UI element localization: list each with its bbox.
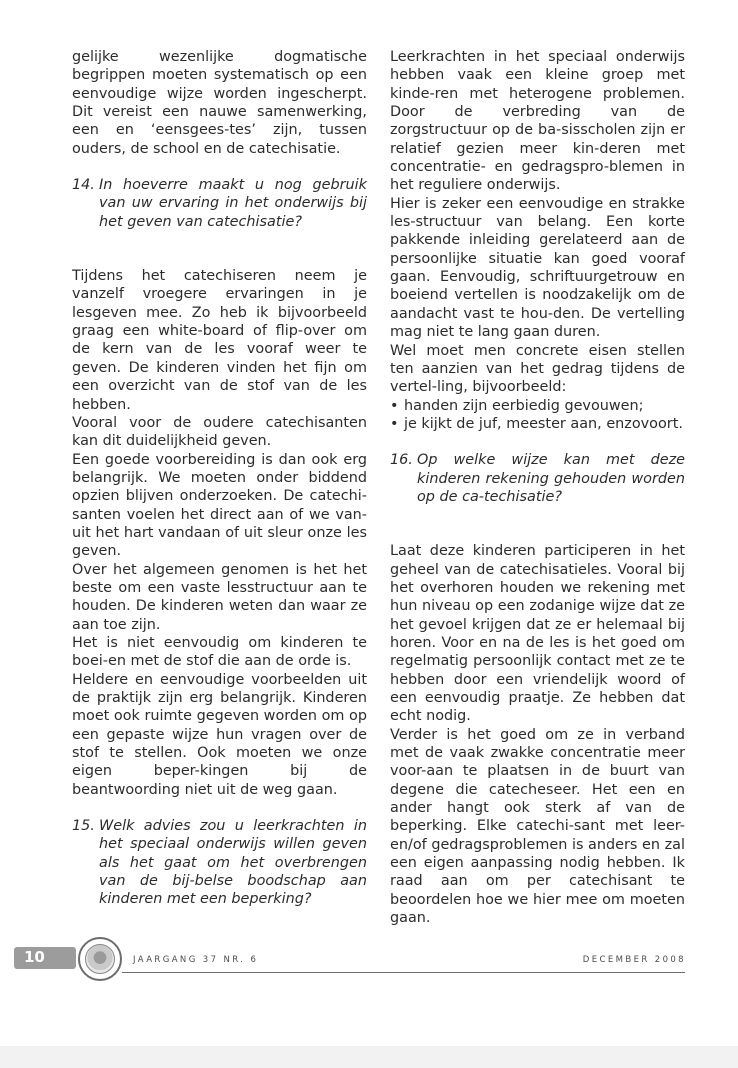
paragraph: Een goede voorbereiding is dan ook erg belangrijk. We moeten onder biddend opzien blijven onderzoeken. De catechi-santen voelen het direct aan of we van-uit het hart vandaan of uit sleur onze les geven. — [72, 451, 367, 560]
paragraph: gelijke wezenlijke dogmatische begrippen moeten systematisch op een eenvoudige wijze worden ingescherpt. Dit vereist een nauwe samenwerking, een en ‘eensgees-tes’ zijn, tussen ouders, de school en de catechisatie. — [72, 49, 367, 157]
paragraph: Tijdens het catechiseren neem je vanzelf vroegere ervaringen in je lesgeven mee. Zo heb ik bijvoorbeeld graag een white-board of flip-over om de kern van de les vooraf weer te geven. De kinderen vinden het fijn om een overzicht van de stof van de les hebben. — [72, 268, 367, 413]
right-column — [390, 48, 685, 927]
footer-divider — [122, 972, 685, 973]
question-number: 15. — [72, 818, 95, 835]
paragraph: Heldere en eenvoudige voorbeelden uit de praktijk zijn erg belangrijk. Kinderen moet ook ruimte gegeven worden om op een gepaste wijze hun vragen over de stof te stellen. Ook moeten we onze eigen beper-kingen bij de beantwoording niet uit de weg gaan. — [72, 671, 367, 798]
journal-issue: JAARGANG 37 NR. 6 — [133, 955, 259, 965]
paragraph: Leerkrachten in het speciaal onderwijs hebben vaak een kleine groep met kinde-ren met heterogene problemen. Door de verbreding van de zorgstructuur op de ba-sisscholen zijn er relatief gezien meer kin-deren met concentratie- en gedragspro-blemen in het reguliere onderwijs. — [390, 49, 685, 194]
bullet-list — [390, 397, 685, 434]
bullet-item: • handen zijn eerbiedig gevouwen; — [390, 397, 685, 415]
paragraph: Over het algemeen genomen is het het beste om een vaste lesstructuur aan te houden. De kinderen weten dan waar ze aan toe zijn. — [72, 561, 367, 633]
paragraph: Vooral voor de oudere catechisanten kan dit duidelijkheid geven. — [72, 414, 367, 450]
page-number: 10 — [24, 948, 45, 966]
paragraph: Wel moet men concrete eisen stellen ten aanzien van het gedrag tijdens de vertel-ling, bijvoorbeeld: — [390, 342, 685, 396]
question-text: In hoeverre maakt u nog gebruik van uw ervaring in het onderwijs bij het geven van catechisatie? — [99, 177, 367, 230]
emblem-seal — [85, 944, 115, 974]
left-column — [72, 48, 367, 909]
journal-emblem-icon — [78, 937, 122, 981]
question-text: Welk advies zou u leerkrachten in het speciaal onderwijs willen geven als het gaat om het overbrengen van de bij-belse boodschap aan kinderen met een beperking? — [99, 818, 367, 908]
question-15 — [72, 817, 367, 909]
paragraph: Hier is zeker een eenvoudige en strakke les-structuur van belang. Een korte pakkende inleiding gerelateerd aan de persoonlijke situatie kan goed vooraf gaan. Eenvoudig, schriftuurgetrouw en boeiend vertellen is noodzakelijk om de aandacht vast te hou-den. De vertelling mag niet te lang gaan duren. — [390, 195, 685, 341]
issue-date: DECEMBER 2008 — [582, 955, 686, 965]
question-number: 14. — [72, 177, 95, 194]
scan-bottom-margin — [0, 1046, 738, 1068]
page-footer — [0, 935, 738, 985]
question-number: 16. — [390, 452, 413, 469]
paragraph: Verder is het goed om ze in verband met de vaak zwakke concentratie meer voor-aan te plaatsen in de buurt van degene die catecheseer. Het een en ander hangt ook sterk af van de beperking. Elke catechi-sant met leer- en/of gedragsproblemen is anders en zal een eigen aanpassing nodig hebben. Ik raad aan om per catechisant te beoordelen hoe we hier mee om moeten gaan. — [390, 726, 685, 927]
question-text: Op welke wijze kan met deze kinderen rekening gehouden worden op de ca-techisatie? — [417, 452, 685, 505]
paragraph: Het is niet eenvoudig om kinderen te boei-en met de stof die aan de orde is. — [72, 634, 367, 670]
paragraph: Laat deze kinderen participeren in het geheel van de catechisatieles. Vooral bij het overhoren houden we rekening met hun niveau op een zodanige wijze dat ze het gevoel krijgen dat ze er helemaal bij horen. Voor en na de les is het goed om regelmatig persoonlijk contact met ze te hebben door een vriendelijk woord of een eenvoudig praatje. Ze hebben dat echt nodig. — [390, 543, 685, 725]
question-16 — [390, 451, 685, 506]
bullet-item: • je kijkt de juf, meester aan, enzovoort. — [390, 415, 685, 433]
question-14 — [72, 176, 367, 231]
